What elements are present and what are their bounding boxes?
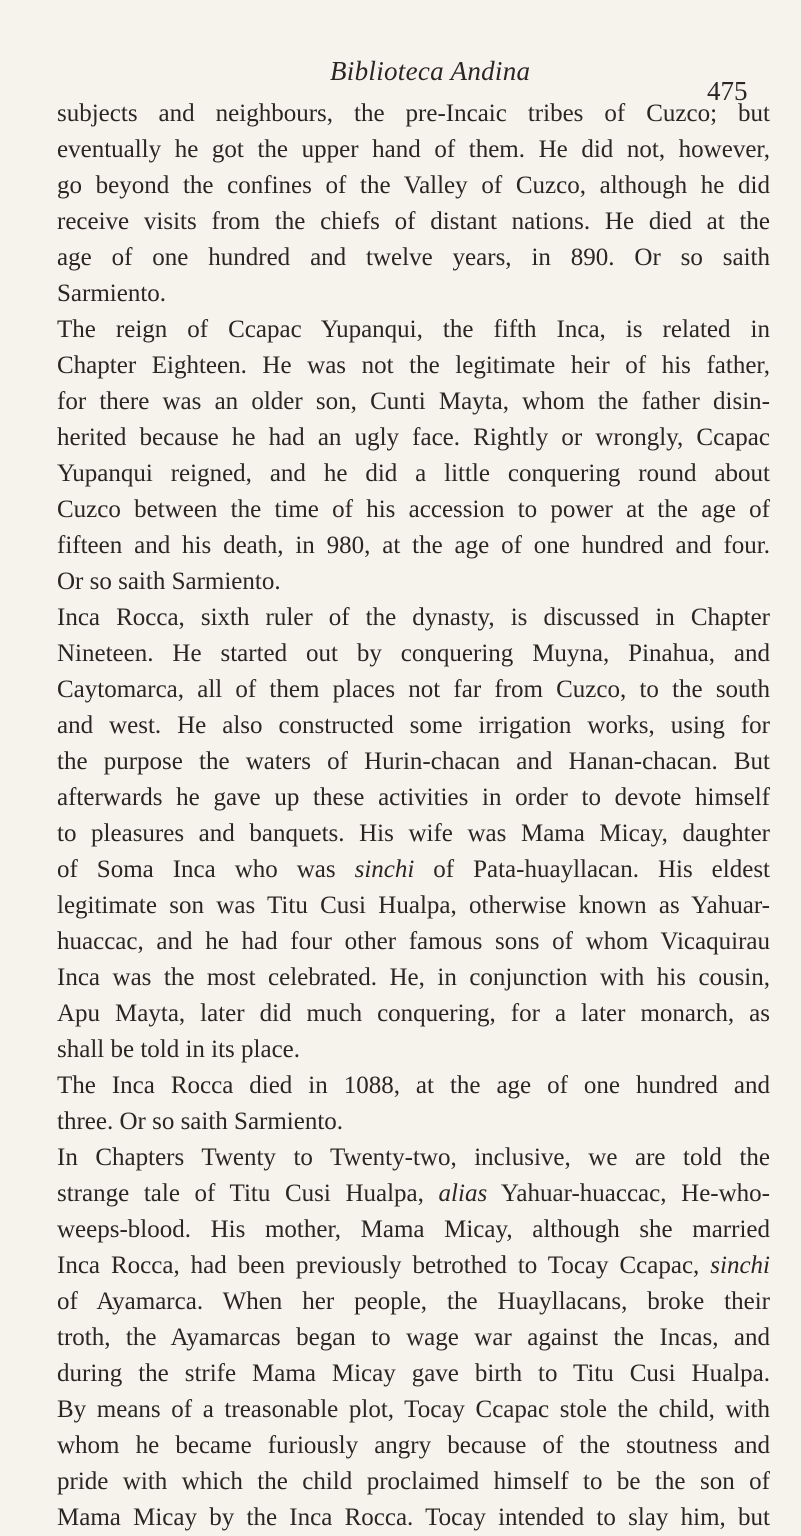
text-line: whom he became furiously angry because of the stoutness and <box>57 1432 770 1459</box>
text-line: Chapter Eighteen. He was not the legitimate heir of his father, <box>57 352 770 379</box>
text-line: Caytomarca, all of them places not far from Cuzco, to the south <box>57 676 770 703</box>
text-line: for there was an older son, Cunti Mayta, whom the father disin- <box>57 388 770 415</box>
text-line: herited because he had an ugly face. Rightly or wrongly, Ccapac <box>57 424 770 451</box>
text-line: three. Or so saith Sarmiento. <box>57 1108 344 1135</box>
text-line: during the strife Mama Micay gave birth to Titu Cusi Hualpa. <box>57 1360 770 1387</box>
text-line: Inca Rocca, sixth ruler of the dynasty, is discussed in Chapter <box>57 604 770 631</box>
body-text <box>57 96 770 1536</box>
text-line: afterwards he gave up these activities in order to devote himself <box>57 784 770 811</box>
text-line: By means of a treasonable plot, Tocay Ccapac stole the child, with <box>57 1396 770 1423</box>
text-line: Nineteen. He started out by conquering Muyna, Pinahua, and <box>57 640 770 667</box>
text-line: fifteen and his death, in 980, at the age of one hundred and four. <box>57 532 770 559</box>
text-line: Or so saith Sarmiento. <box>57 568 281 595</box>
text-line: go beyond the confines of the Valley of Cuzco, although he did <box>57 172 770 199</box>
text-line: Yupanqui reigned, and he did a little conquering round about <box>57 460 770 487</box>
text-line: huaccac, and he had four other famous sons of whom Vicaquirau <box>57 928 770 955</box>
text-line: Cuzco between the time of his accession to power at the age of <box>57 496 770 523</box>
text-line: subjects and neighbours, the pre-Incaic tribes of Cuzco; but <box>57 100 770 127</box>
text-line: weeps-blood. His mother, Mama Micay, although she married <box>57 1216 770 1243</box>
text-line: strange tale of Titu Cusi Hualpa, alias Yahuar-huaccac, He-who- <box>57 1180 770 1207</box>
text-line: The Inca Rocca died in 1088, at the age of one hundred and <box>57 1072 770 1099</box>
text-line: and west. He also constructed some irrigation works, using for <box>57 712 770 739</box>
running-head <box>0 56 801 106</box>
text-line: to pleasures and banquets. His wife was Mama Micay, daughter <box>57 820 770 847</box>
running-head-title: Biblioteca Andina <box>330 56 531 86</box>
text-line: receive visits from the chiefs of distant nations. He died at the <box>57 208 770 235</box>
text-line: pride with which the child proclaimed himself to be the son of <box>57 1468 770 1495</box>
text-line: The reign of Ccapac Yupanqui, the fifth Inca, is related in <box>57 316 770 343</box>
text-line: Inca was the most celebrated. He, in conjunction with his cousin, <box>57 964 770 991</box>
text-line: shall be told in its place. <box>57 1036 301 1063</box>
text-line: troth, the Ayamarcas began to wage war against the Incas, and <box>57 1324 770 1351</box>
text-line: Inca Rocca, had been previously betrothed to Tocay Ccapac, sinchi <box>57 1252 770 1279</box>
text-line: In Chapters Twenty to Twenty-two, inclusive, we are told the <box>57 1144 770 1171</box>
page-number: 475 <box>707 76 748 106</box>
text-line: eventually he got the upper hand of them. He did not, however, <box>57 136 770 163</box>
text-line: Mama Micay by the Inca Rocca. Tocay intended to slay him, but <box>57 1504 770 1531</box>
text-line: Apu Mayta, later did much conquering, for a later monarch, as <box>57 1000 770 1027</box>
text-line: the purpose the waters of Hurin-chacan and Hanan-chacan. But <box>57 748 770 775</box>
text-line: age of one hundred and twelve years, in 890. Or so saith <box>57 244 770 271</box>
text-line: of Ayamarca. When her people, the Huayllacans, broke their <box>57 1288 770 1315</box>
text-line: Sarmiento. <box>57 280 167 307</box>
text-line: legitimate son was Titu Cusi Hualpa, otherwise known as Yahuar- <box>57 892 770 919</box>
text-line: of Soma Inca who was sinchi of Pata-huayllacan. His eldest <box>57 856 770 883</box>
